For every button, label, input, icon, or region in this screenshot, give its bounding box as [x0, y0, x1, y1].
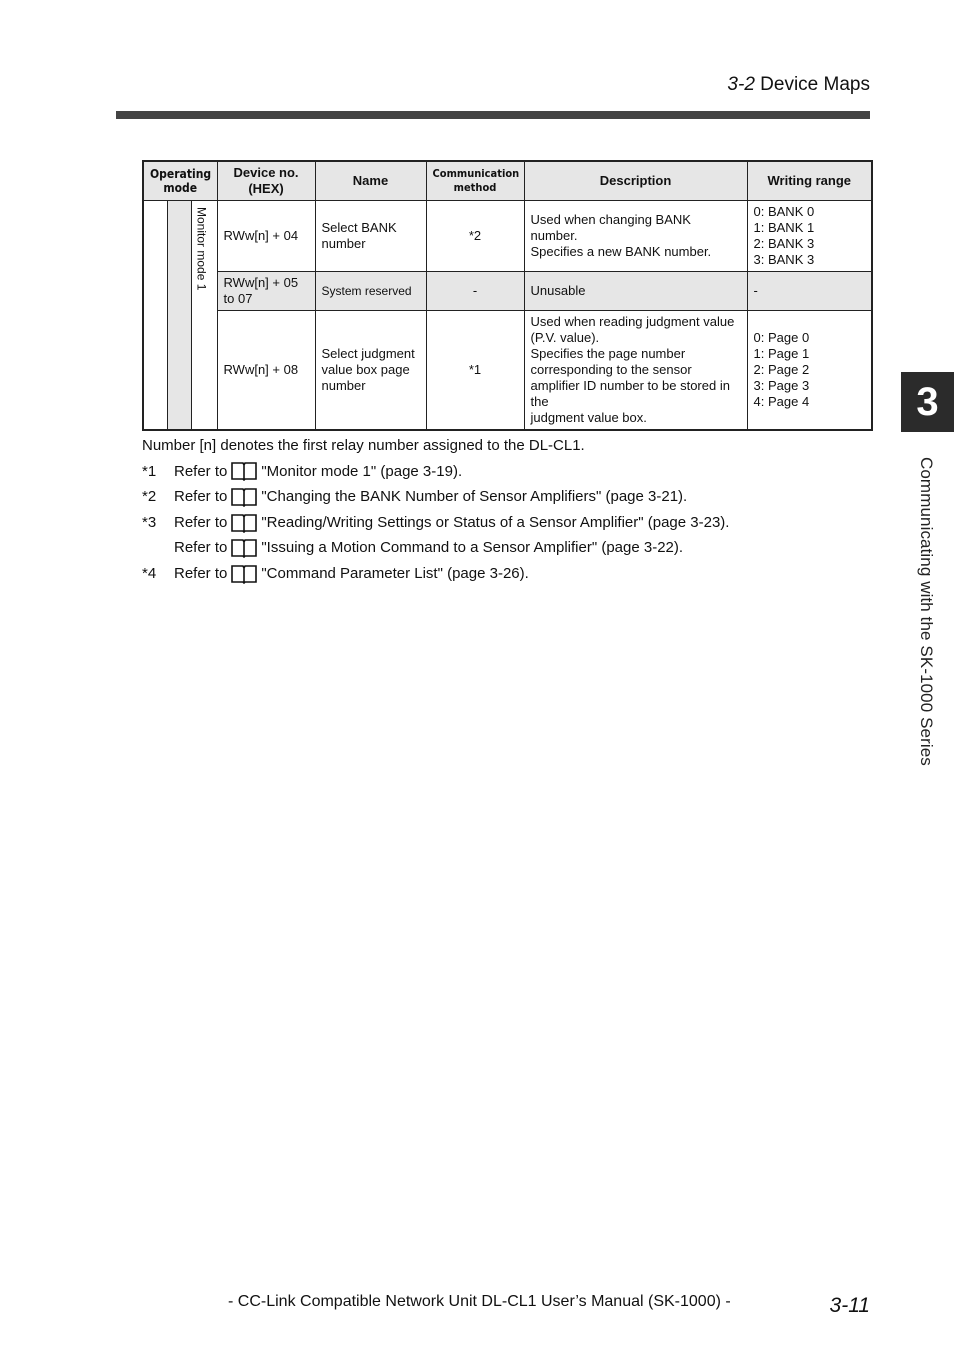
book-icon: [231, 513, 257, 533]
section-header: [727, 74, 870, 96]
description-cell: Used when changing BANK number. Specifies a new BANK number.: [524, 201, 747, 272]
table-row: [143, 311, 872, 431]
name-cell: Select judgment value box page number: [315, 311, 426, 431]
header-communication-method: Communication method: [426, 161, 524, 201]
header-rule: [116, 111, 870, 119]
header-description: Description: [524, 161, 747, 201]
refer-to-text: Refer to: [174, 513, 228, 531]
refer-to-text: Refer to: [174, 462, 228, 480]
note-line: [142, 459, 729, 485]
note-line: [142, 535, 729, 561]
refer-to-text: Refer to: [174, 539, 228, 557]
note-link-text[interactable]: "Changing the BANK Number of Sensor Amplifiers" (page 3-21).: [261, 488, 688, 506]
range-cell: 0: Page 0 1: Page 1 2: Page 2 3: Page 3 4: Page 4: [747, 311, 872, 431]
book-icon: [231, 538, 257, 558]
table-row: [143, 201, 872, 272]
header-writing-range: Writing range: [747, 161, 872, 201]
notes: [142, 433, 729, 587]
note-link-text[interactable]: "Issuing a Motion Command to a Sensor Amplifier" (page 3-22).: [261, 539, 684, 557]
method-cell: -: [426, 272, 524, 311]
note-line: [142, 510, 729, 536]
chapter-side-title: Communicating with the SK-1000 Series: [917, 457, 936, 766]
note-mark: *1: [142, 462, 157, 480]
refer-to-text: Refer to: [174, 564, 228, 582]
device-cell: RWw[n] + 04: [217, 201, 315, 272]
note-line: [142, 484, 729, 510]
description-cell: Unusable: [524, 272, 747, 311]
book-icon: [231, 487, 257, 507]
range-cell: -: [747, 272, 872, 311]
name-cell: Select BANK number: [315, 201, 426, 272]
mode-column-shaded: [167, 201, 191, 431]
method-cell: *2: [426, 201, 524, 272]
note-link-text[interactable]: "Monitor mode 1" (page 3-19).: [261, 462, 463, 480]
footer-manual-title: - CC-Link Compatible Network Unit DL-CL1 User’s Manual (SK-1000) -: [228, 1293, 731, 1310]
note-line: [142, 561, 729, 587]
section-number: 3-2: [727, 74, 755, 95]
method-cell: *1: [426, 311, 524, 431]
chapter-tab: [901, 372, 954, 432]
note-mark: *2: [142, 488, 157, 506]
note-mark: *3: [142, 513, 157, 531]
description-cell: Used when reading judgment value (P.V. value). Specifies the page number corresponding to the sensor amplifier ID number to be stored in the judgment value box.: [524, 311, 747, 431]
mode-column-label: [191, 201, 217, 431]
range-cell: 0: BANK 0 1: BANK 1 2: BANK 3 3: BANK 3: [747, 201, 872, 272]
table-header-row: [143, 161, 872, 201]
note-link-text[interactable]: "Command Parameter List" (page 3-26).: [261, 564, 529, 582]
section-title: Device Maps: [760, 74, 870, 95]
mode-column-outer: [143, 201, 167, 431]
book-icon: [231, 564, 257, 584]
name-cell: System reserved: [315, 272, 426, 311]
notes-intro: Number [n] denotes the first relay number assigned to the DL-CL1.: [142, 437, 585, 454]
page-number: 3-11: [829, 1294, 870, 1317]
header-name: Name: [315, 161, 426, 201]
book-icon: [231, 461, 257, 481]
header-device-no: Device no. (HEX): [217, 161, 315, 201]
device-cell: RWw[n] + 08: [217, 311, 315, 431]
header-operating-mode: Operating mode: [143, 161, 217, 201]
device-cell: RWw[n] + 05 to 07: [217, 272, 315, 311]
mode-label: Monitor mode 1: [194, 207, 209, 291]
table-row: [143, 272, 872, 311]
note-link-text[interactable]: "Reading/Writing Settings or Status of a Sensor Amplifier" (page 3-23).: [261, 513, 730, 531]
refer-to-text: Refer to: [174, 488, 228, 506]
chapter-number: 3: [916, 379, 939, 424]
device-map-table: [142, 160, 873, 431]
note-mark: *4: [142, 564, 157, 582]
